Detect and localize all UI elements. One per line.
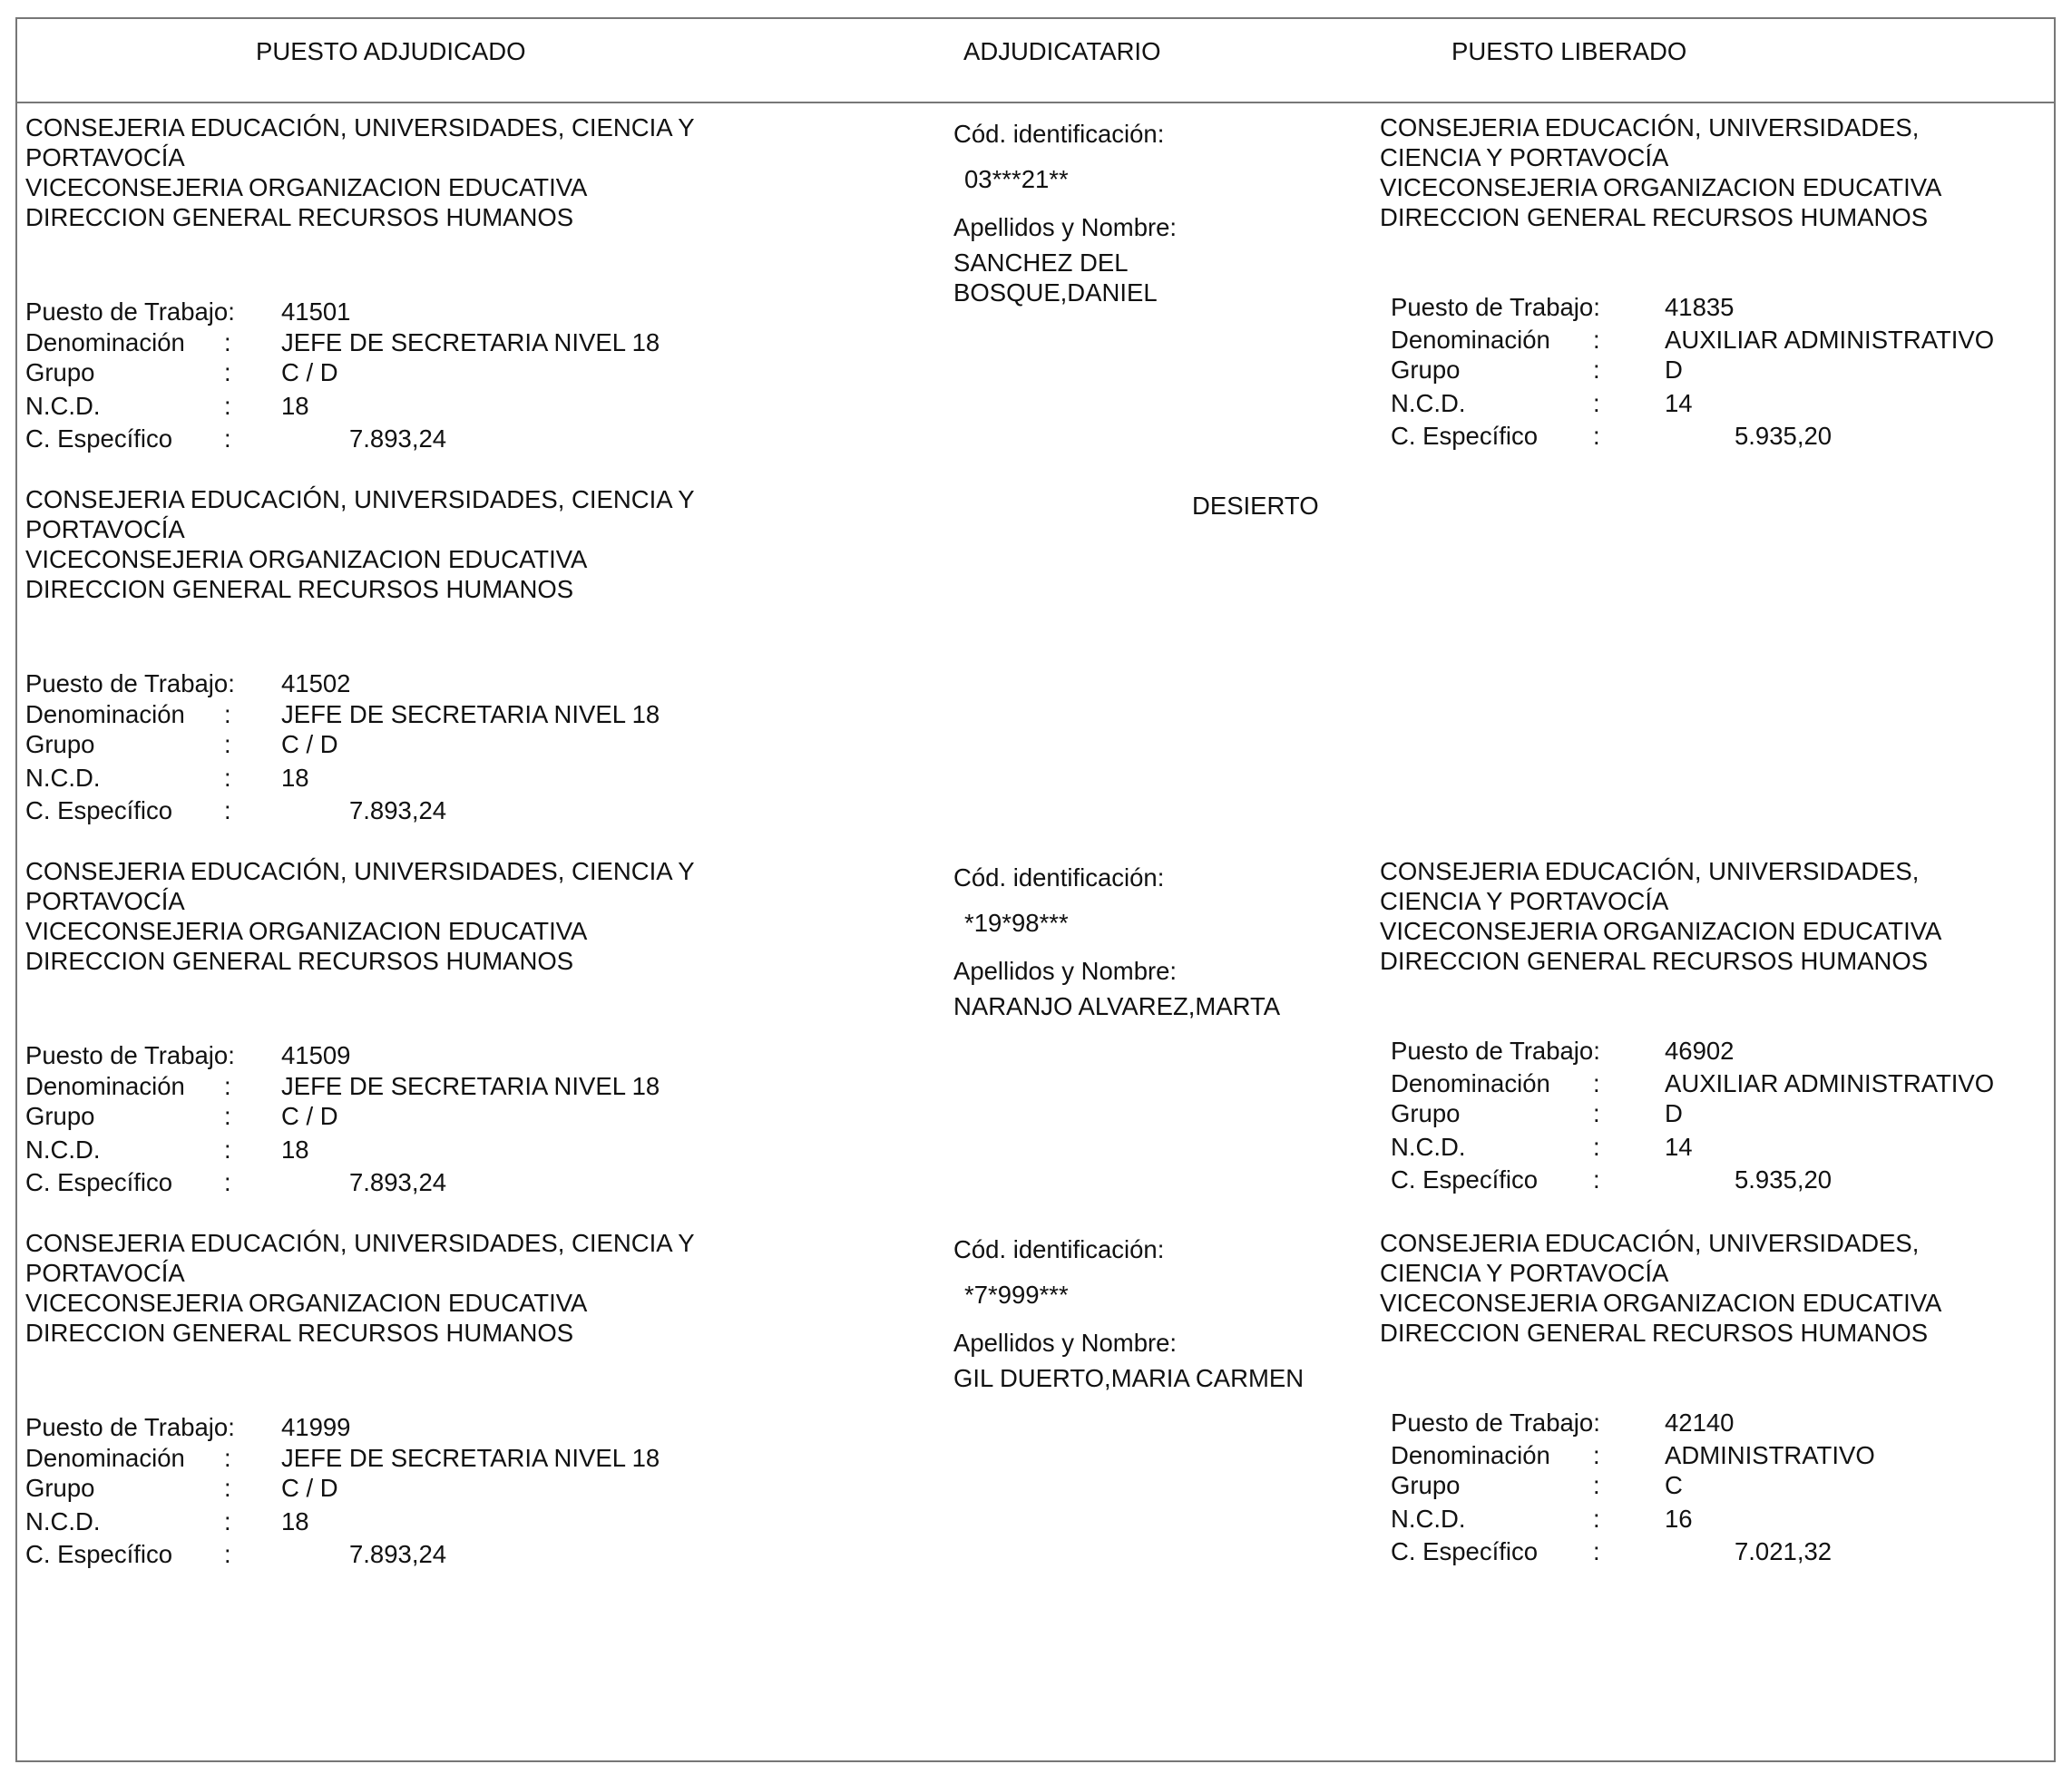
adjudicado-ncd-label: N.C.D.	[25, 764, 101, 792]
liberado-grupo-value: D	[1665, 1099, 1683, 1127]
liberado-c-especifico-value: 7.021,32	[1735, 1537, 1833, 1565]
liberado-org	[1380, 112, 1941, 232]
liberado-colon: :	[1593, 1441, 1600, 1469]
adjudicado-denominacion-label: Denominación	[25, 1444, 185, 1472]
adjudicado-colon: :	[224, 764, 231, 792]
adjudicado-puesto-label: Puesto de Trabajo:	[25, 669, 235, 697]
name-line: GIL DUERTO,MARIA CARMEN	[953, 1364, 1305, 1392]
liberado-colon: :	[1593, 1505, 1600, 1533]
cod-identificacion-label: Cód. identificación:	[953, 120, 1165, 148]
org-line: DIRECCION GENERAL RECURSOS HUMANOS	[1380, 203, 1929, 231]
liberado-colon: :	[1593, 1471, 1600, 1499]
adjudicado-c-especifico-value: 7.893,24	[349, 1168, 447, 1196]
liberado-colon: :	[1593, 389, 1600, 417]
adjudicado-colon: :	[224, 1540, 231, 1568]
adjudicado-colon: :	[224, 1102, 231, 1130]
header-puesto-adjudicado: PUESTO ADJUDICADO	[256, 37, 526, 65]
org-line: PORTAVOCÍA	[25, 515, 185, 543]
adjudicado-colon: :	[224, 358, 231, 386]
adjudicado-grupo-value: C / D	[281, 730, 338, 758]
adjudicado-grupo-value: C / D	[281, 358, 338, 386]
adjudicatario-name	[953, 1363, 1304, 1393]
liberado-denominacion-value: AUXILIAR ADMINISTRATIVO	[1665, 326, 1995, 354]
adjudicado-org	[25, 856, 695, 976]
adjudicado-c-especifico-value: 7.893,24	[349, 424, 447, 453]
adjudicado-ncd-label: N.C.D.	[25, 1507, 101, 1535]
org-line: PORTAVOCÍA	[25, 143, 185, 171]
liberado-grupo-value: C	[1665, 1471, 1683, 1499]
liberado-puesto-label: Puesto de Trabajo:	[1391, 1037, 1600, 1065]
adjudicado-ncd-value: 18	[281, 1136, 309, 1164]
liberado-org	[1380, 856, 1941, 976]
liberado-colon: :	[1593, 1099, 1600, 1127]
adjudicado-c-especifico-label: C. Específico	[25, 1540, 173, 1568]
adjudicado-colon: :	[224, 1072, 231, 1100]
org-line: VICECONSEJERIA ORGANIZACION EDUCATIVA	[1380, 1289, 1942, 1317]
liberado-puesto-label: Puesto de Trabajo:	[1391, 1408, 1600, 1437]
liberado-grupo-label: Grupo	[1391, 1099, 1461, 1127]
adjudicado-puesto-label: Puesto de Trabajo:	[25, 1041, 235, 1069]
liberado-ncd-value: 14	[1665, 1133, 1693, 1161]
adjudicado-puesto-label: Puesto de Trabajo:	[25, 297, 235, 326]
org-line: CONSEJERIA EDUCACIÓN, UNIVERSIDADES, CIENCIA Y	[25, 485, 695, 513]
name-line: SANCHEZ DEL	[953, 249, 1129, 277]
liberado-colon: :	[1593, 422, 1600, 450]
header-puesto-liberado: PUESTO LIBERADO	[1451, 37, 1687, 65]
liberado-grupo-label: Grupo	[1391, 356, 1461, 384]
org-line: CONSEJERIA EDUCACIÓN, UNIVERSIDADES,	[1380, 113, 1920, 141]
org-line: CIENCIA Y PORTAVOCÍA	[1380, 887, 1669, 915]
adjudicado-colon: :	[224, 1474, 231, 1502]
org-line: CONSEJERIA EDUCACIÓN, UNIVERSIDADES,	[1380, 1229, 1920, 1257]
liberado-denominacion-value: AUXILIAR ADMINISTRATIVO	[1665, 1069, 1995, 1097]
adjudicado-denominacion-value: JEFE DE SECRETARIA NIVEL 18	[281, 328, 660, 356]
liberado-colon: :	[1593, 356, 1600, 384]
liberado-c-especifico-value: 5.935,20	[1735, 1165, 1833, 1194]
liberado-c-especifico-label: C. Específico	[1391, 1165, 1539, 1194]
adjudicado-org	[25, 112, 695, 232]
org-line: CONSEJERIA EDUCACIÓN, UNIVERSIDADES, CIENCIA Y	[25, 1229, 695, 1257]
adjudicado-ncd-label: N.C.D.	[25, 392, 101, 420]
adjudicado-ncd-value: 18	[281, 764, 309, 792]
adjudicado-colon: :	[224, 1136, 231, 1164]
adjudicado-colon: :	[224, 700, 231, 728]
apellidos-nombre-label: Apellidos y Nombre:	[953, 213, 1178, 241]
adjudicado-denominacion-label: Denominación	[25, 328, 185, 356]
desierto-label: DESIERTO	[1192, 492, 1319, 520]
liberado-ncd-label: N.C.D.	[1391, 1505, 1466, 1533]
adjudicado-ncd-label: N.C.D.	[25, 1136, 101, 1164]
adjudicado-puesto-value: 41509	[281, 1041, 351, 1069]
adjudicado-c-especifico-label: C. Específico	[25, 424, 173, 453]
adjudicado-denominacion-value: JEFE DE SECRETARIA NIVEL 18	[281, 1072, 660, 1100]
org-line: VICECONSEJERIA ORGANIZACION EDUCATIVA	[25, 1289, 588, 1317]
adjudicado-grupo-label: Grupo	[25, 1474, 95, 1502]
cod-identificacion-value: *19*98***	[964, 909, 1069, 937]
liberado-grupo-value: D	[1665, 356, 1683, 384]
liberado-c-especifico-label: C. Específico	[1391, 422, 1539, 450]
org-line: VICECONSEJERIA ORGANIZACION EDUCATIVA	[1380, 917, 1942, 945]
org-line: PORTAVOCÍA	[25, 887, 185, 915]
adjudicado-grupo-value: C / D	[281, 1474, 338, 1502]
liberado-c-especifico-label: C. Específico	[1391, 1537, 1539, 1565]
org-line: CONSEJERIA EDUCACIÓN, UNIVERSIDADES, CIENCIA Y	[25, 857, 695, 885]
adjudicado-colon: :	[224, 730, 231, 758]
adjudicado-colon: :	[224, 796, 231, 824]
adjudicado-denominacion-label: Denominación	[25, 1072, 185, 1100]
liberado-ncd-label: N.C.D.	[1391, 1133, 1466, 1161]
liberado-puesto-value: 42140	[1665, 1408, 1735, 1437]
liberado-colon: :	[1593, 1069, 1600, 1097]
adjudicado-puesto-value: 41999	[281, 1413, 351, 1441]
org-line: DIRECCION GENERAL RECURSOS HUMANOS	[1380, 1319, 1929, 1347]
apellidos-nombre-label: Apellidos y Nombre:	[953, 1329, 1178, 1357]
adjudicado-denominacion-label: Denominación	[25, 700, 185, 728]
adjudicado-c-especifico-label: C. Específico	[25, 1168, 173, 1196]
org-line: CIENCIA Y PORTAVOCÍA	[1380, 143, 1669, 171]
org-line: CIENCIA Y PORTAVOCÍA	[1380, 1259, 1669, 1287]
org-line: DIRECCION GENERAL RECURSOS HUMANOS	[1380, 947, 1929, 975]
adjudicado-org	[25, 484, 695, 604]
name-line: NARANJO ALVAREZ,MARTA	[953, 992, 1281, 1020]
liberado-denominacion-value: ADMINISTRATIVO	[1665, 1441, 1875, 1469]
header-adjudicatario: ADJUDICATARIO	[963, 37, 1161, 65]
org-line: DIRECCION GENERAL RECURSOS HUMANOS	[25, 203, 574, 231]
adjudicado-puesto-label: Puesto de Trabajo:	[25, 1413, 235, 1441]
adjudicado-colon: :	[224, 1444, 231, 1472]
liberado-denominacion-label: Denominación	[1391, 1441, 1550, 1469]
adjudicado-puesto-value: 41501	[281, 297, 351, 326]
liberado-c-especifico-value: 5.935,20	[1735, 422, 1833, 450]
adjudicado-grupo-label: Grupo	[25, 1102, 95, 1130]
cod-identificacion-value: 03***21**	[964, 165, 1069, 193]
adjudicado-grupo-label: Grupo	[25, 730, 95, 758]
cod-identificacion-value: *7*999***	[964, 1281, 1069, 1309]
adjudicado-colon: :	[224, 1168, 231, 1196]
liberado-ncd-value: 16	[1665, 1505, 1693, 1533]
adjudicado-c-especifico-value: 7.893,24	[349, 796, 447, 824]
org-line: DIRECCION GENERAL RECURSOS HUMANOS	[25, 575, 574, 603]
org-line: VICECONSEJERIA ORGANIZACION EDUCATIVA	[25, 173, 588, 201]
adjudicado-grupo-value: C / D	[281, 1102, 338, 1130]
adjudicado-puesto-value: 41502	[281, 669, 351, 697]
adjudicado-colon: :	[224, 1507, 231, 1535]
liberado-ncd-value: 14	[1665, 389, 1693, 417]
liberado-colon: :	[1593, 326, 1600, 354]
liberado-org	[1380, 1228, 1941, 1348]
liberado-puesto-value: 46902	[1665, 1037, 1735, 1065]
adjudicado-c-especifico-label: C. Específico	[25, 796, 173, 824]
org-line: DIRECCION GENERAL RECURSOS HUMANOS	[25, 947, 574, 975]
liberado-colon: :	[1593, 1537, 1600, 1565]
adjudicatario-name	[953, 991, 1280, 1021]
adjudicado-ncd-value: 18	[281, 392, 309, 420]
adjudicatario-name	[953, 248, 1158, 307]
apellidos-nombre-label: Apellidos y Nombre:	[953, 957, 1178, 985]
org-line: VICECONSEJERIA ORGANIZACION EDUCATIVA	[1380, 173, 1942, 201]
adjudicado-colon: :	[224, 328, 231, 356]
adjudicado-denominacion-value: JEFE DE SECRETARIA NIVEL 18	[281, 700, 660, 728]
name-line: BOSQUE,DANIEL	[953, 278, 1158, 307]
org-line: VICECONSEJERIA ORGANIZACION EDUCATIVA	[25, 545, 588, 573]
liberado-denominacion-label: Denominación	[1391, 326, 1550, 354]
cod-identificacion-label: Cód. identificación:	[953, 863, 1165, 892]
adjudicado-denominacion-value: JEFE DE SECRETARIA NIVEL 18	[281, 1444, 660, 1472]
liberado-denominacion-label: Denominación	[1391, 1069, 1550, 1097]
liberado-colon: :	[1593, 1133, 1600, 1161]
org-line: DIRECCION GENERAL RECURSOS HUMANOS	[25, 1319, 574, 1347]
liberado-puesto-value: 41835	[1665, 293, 1735, 321]
org-line: PORTAVOCÍA	[25, 1259, 185, 1287]
adjudicado-org	[25, 1228, 695, 1348]
adjudicado-c-especifico-value: 7.893,24	[349, 1540, 447, 1568]
cod-identificacion-label: Cód. identificación:	[953, 1235, 1165, 1263]
adjudicado-grupo-label: Grupo	[25, 358, 95, 386]
liberado-ncd-label: N.C.D.	[1391, 389, 1466, 417]
liberado-grupo-label: Grupo	[1391, 1471, 1461, 1499]
org-line: CONSEJERIA EDUCACIÓN, UNIVERSIDADES, CIENCIA Y	[25, 113, 695, 141]
org-line: VICECONSEJERIA ORGANIZACION EDUCATIVA	[25, 917, 588, 945]
header-divider	[15, 102, 2056, 103]
org-line: CONSEJERIA EDUCACIÓN, UNIVERSIDADES,	[1380, 857, 1920, 885]
adjudicado-colon: :	[224, 424, 231, 453]
adjudicado-colon: :	[224, 392, 231, 420]
liberado-puesto-label: Puesto de Trabajo:	[1391, 293, 1600, 321]
adjudicado-ncd-value: 18	[281, 1507, 309, 1535]
liberado-colon: :	[1593, 1165, 1600, 1194]
